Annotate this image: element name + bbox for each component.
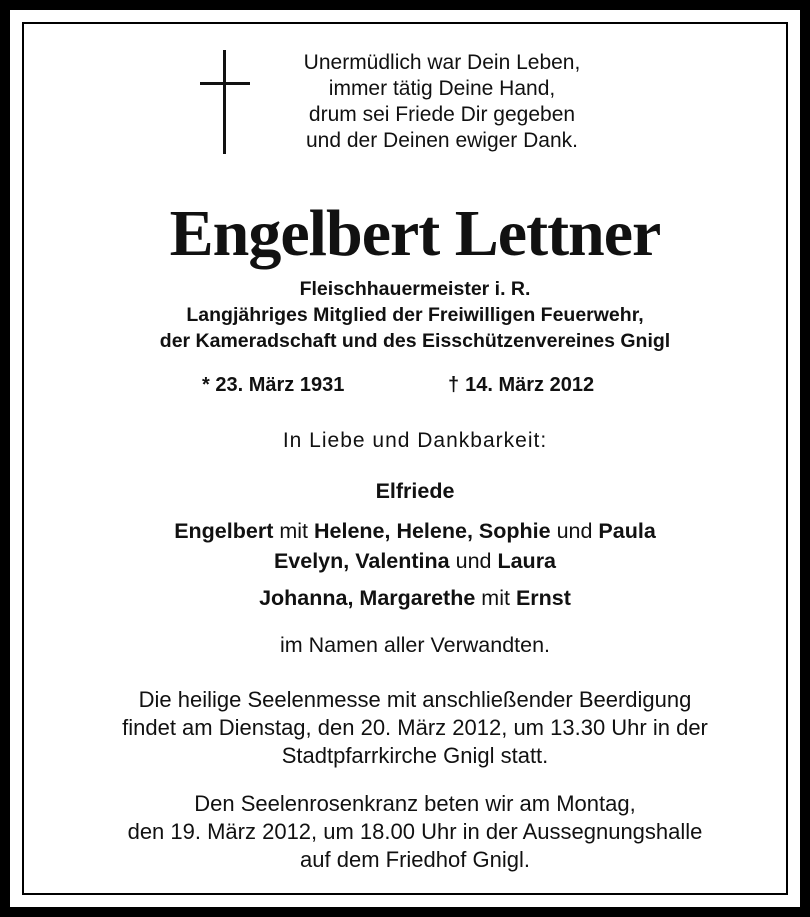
death-date-line: [448, 372, 594, 398]
poem-line: und der Deinen ewiger Dank.: [306, 129, 578, 152]
cross-icon: [200, 50, 250, 154]
family-line: [10, 476, 810, 506]
family-connector: mit: [279, 519, 309, 543]
service-line: findet am Dienstag, den 20. März 2012, um 13.30 Uhr in der: [122, 715, 708, 740]
family-name: Ernst: [515, 586, 571, 610]
service-line: Die heilige Seelenmesse mit anschließender Beerdigung: [138, 687, 692, 712]
rosary-line: auf dem Friedhof Gnigl.: [300, 847, 530, 872]
family-connector: und: [556, 519, 593, 543]
dagger-icon: †: [448, 374, 460, 396]
service-line: Stadtpfarrkirche Gnigl statt.: [281, 743, 549, 768]
deceased-name: Engelbert Lettner: [169, 197, 661, 270]
family-connector: mit: [481, 586, 510, 610]
family-name: Laura: [497, 549, 557, 573]
family-line: [10, 583, 810, 613]
role-line: Fleischhauermeister i. R.: [299, 278, 531, 300]
poem-line: drum sei Friede Dir gegeben: [308, 103, 576, 126]
dedication: In Liebe und Dankbarkeit:: [282, 429, 548, 452]
relatives-note: im Namen aller Verwandten.: [279, 633, 551, 657]
family-line: [10, 546, 810, 576]
family-name: Johanna, Margarethe: [259, 586, 476, 610]
poem: [272, 50, 612, 154]
role-line: Langjähriges Mitglied der Freiwilligen Feuerwehr,: [186, 304, 644, 326]
family-name: Elfriede: [375, 479, 455, 503]
poem-line: immer tätig Deine Hand,: [328, 77, 556, 100]
deceased-roles: [10, 276, 810, 354]
rosary-line: Den Seelenrosenkranz beten wir am Montag,: [194, 791, 636, 816]
family-name: Engelbert: [174, 519, 274, 543]
poem-line: Unermüdlich war Dein Leben,: [303, 51, 581, 74]
family-name: Evelyn, Valentina: [273, 549, 450, 573]
rosary-line: den 19. März 2012, um 18.00 Uhr in der Aussegnungshalle: [127, 819, 703, 844]
family-name: Paula: [598, 519, 656, 543]
family-connector: und: [455, 549, 492, 573]
family-line: [10, 516, 810, 546]
rosary-info: [10, 790, 810, 874]
family-name: Helene, Helene, Sophie: [314, 519, 551, 543]
death-date: 14. März 2012: [465, 374, 595, 396]
funeral-service-info: [10, 686, 810, 770]
role-line: der Kameradschaft und des Eisschützenvereines Gnigl: [159, 330, 671, 352]
birth-date: * 23. März 1931: [202, 374, 345, 396]
